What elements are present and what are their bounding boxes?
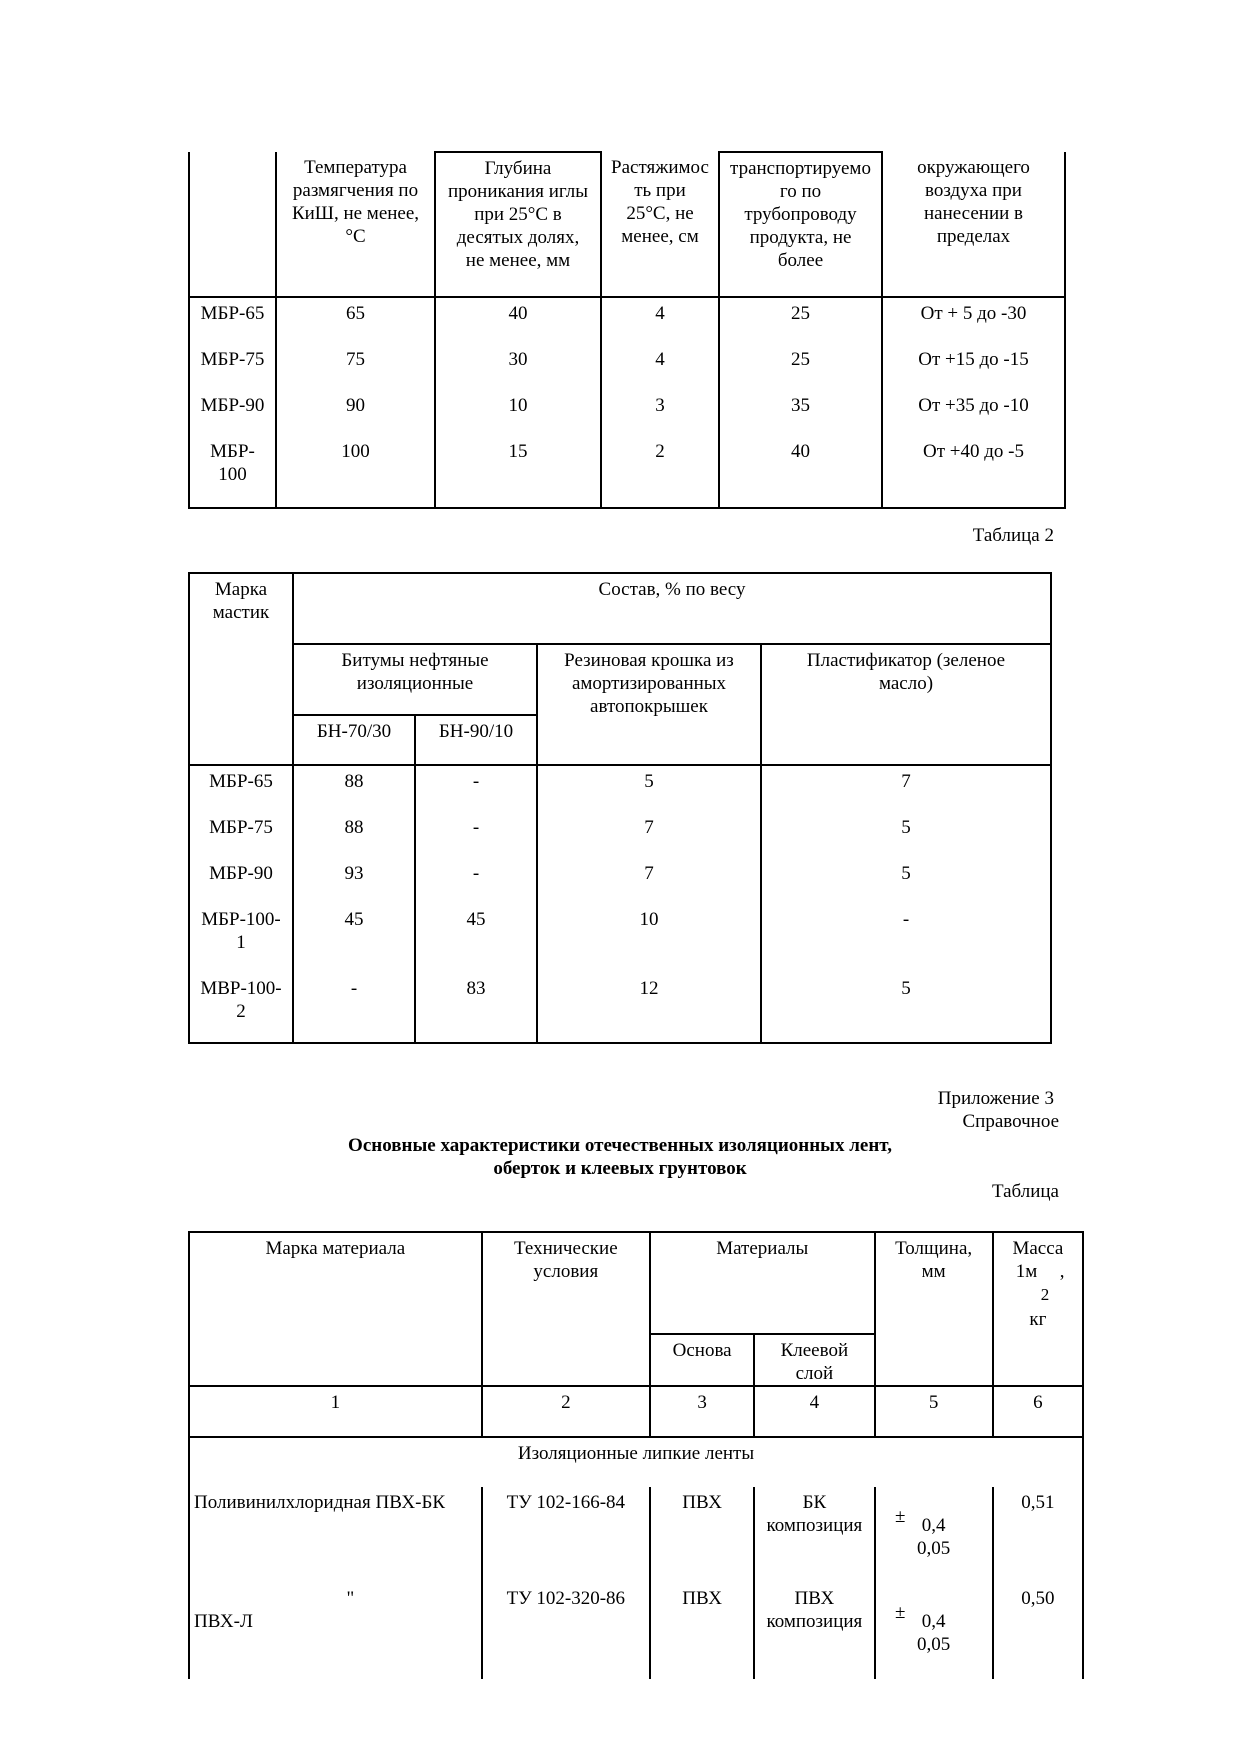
brand-header: Марка материала <box>189 1232 482 1386</box>
table-cell: 75 <box>276 344 435 390</box>
table-cell: МБР-75 <box>189 344 276 390</box>
table-3-header-row <box>189 1232 1083 1334</box>
table-2 <box>188 572 1052 1044</box>
table-cell: 5 <box>761 858 1051 904</box>
table-cell: 3 <box>601 390 719 436</box>
table-cell: МБР-65 <box>189 297 276 344</box>
table-cell: 4 <box>601 344 719 390</box>
column-number: 5 <box>875 1386 993 1437</box>
table-cell: От +15 до -15 <box>882 344 1065 390</box>
table-cell: 88 <box>293 765 415 812</box>
table-cell: От +35 до -10 <box>882 390 1065 436</box>
composition-header: Состав, % по весу <box>293 573 1051 644</box>
table-cell: 7 <box>761 765 1051 812</box>
table-cell: - <box>415 858 537 904</box>
mass-superscript: 2 <box>1040 1285 1050 1304</box>
table-cell: 7 <box>537 812 761 858</box>
table-cell: 2 <box>601 436 719 508</box>
appendix-label: Приложение 3 <box>937 1088 1054 1109</box>
table-cell: ТУ 102-320-86 <box>482 1583 650 1679</box>
column-number: 3 <box>650 1386 754 1437</box>
table-cell: 40 <box>435 297 601 344</box>
table-cell: 7 <box>537 858 761 904</box>
table-cell: 30 <box>435 344 601 390</box>
plus-minus-sign: ± <box>895 1506 906 1527</box>
table-cell: 88 <box>293 812 415 858</box>
table-row <box>189 1583 1083 1679</box>
materials-header: Материалы <box>650 1232 874 1334</box>
table-cell: 10 <box>435 390 601 436</box>
mass-header <box>993 1232 1083 1386</box>
column-number: 4 <box>754 1386 874 1437</box>
table-cell: 15 <box>435 436 601 508</box>
thickness-header: Толщина, мм <box>875 1232 993 1386</box>
table-row <box>189 390 1065 436</box>
table-1-header-row <box>189 152 1065 297</box>
table-cell: 25 <box>719 344 882 390</box>
table-cell: - <box>761 904 1051 973</box>
rubber-header: Резиновая крошка из амортизированных автопокрышек <box>537 644 761 765</box>
table-cell: 83 <box>415 973 537 1043</box>
table-row <box>189 1487 1083 1583</box>
table-cell <box>189 1583 482 1679</box>
brand-name: ПВХ-Л <box>194 1611 253 1632</box>
table-cell: - <box>415 765 537 812</box>
table-1-header-cell <box>189 152 276 297</box>
table-cell: 45 <box>415 904 537 973</box>
table-cell: МБР- 100 <box>189 436 276 508</box>
section-row <box>189 1437 1083 1487</box>
table-cell: Поливинилхлоридная ПВХ-БК <box>189 1487 482 1583</box>
table-cell: 40 <box>719 436 882 508</box>
table-3 <box>188 1231 1084 1679</box>
mass-comma: , <box>1059 1261 1065 1282</box>
table-2-caption: Таблица 2 <box>972 525 1054 546</box>
column-number: 6 <box>993 1386 1083 1437</box>
table-2-header-row <box>189 573 1051 644</box>
appendix-title: Основные характеристики отечественных изоляционных лент, оберток и клеевых грунтовок <box>348 1135 892 1179</box>
table-cell: 0,50 <box>993 1583 1083 1679</box>
table-1-header-cell: транспортируемо го по трубопроводу продукта, не более <box>719 152 882 297</box>
plus-minus-sign: ± <box>895 1602 906 1623</box>
bitumen-header: Битумы нефтяные изоляционные <box>293 644 537 715</box>
table-cell: МБР-90 <box>189 390 276 436</box>
table-cell: МБР-100- 1 <box>189 904 293 973</box>
table-row <box>189 973 1051 1043</box>
table-1-header-cell: окружающего воздуха при нанесении в пределах <box>882 152 1065 297</box>
bn9010-header: БН-90/10 <box>415 715 537 765</box>
table-row <box>189 904 1051 973</box>
tech-header: Технические условия <box>482 1232 650 1386</box>
appendix-note: Справочное <box>962 1111 1059 1132</box>
base-header: Основа <box>650 1334 754 1386</box>
adhesive-header: Клеевой слой <box>754 1334 874 1386</box>
table-cell: МБР-90 <box>189 858 293 904</box>
table-2-header-row <box>189 644 1051 715</box>
table-1 <box>188 151 1066 509</box>
column-number: 2 <box>482 1386 650 1437</box>
table-cell: 0,4 0,05 ± <box>875 1487 993 1583</box>
section-title: Изоляционные липкие ленты <box>189 1437 1083 1487</box>
table-row <box>189 765 1051 812</box>
table-cell: МБР-65 <box>189 765 293 812</box>
bn7030-header: БН-70/30 <box>293 715 415 765</box>
table-cell: ПВХ композиция <box>754 1583 874 1679</box>
table-row <box>189 344 1065 390</box>
table-3-caption: Таблица <box>991 1181 1059 1202</box>
table-1-header-cell: Растяжимос ть при 25°С, не менее, см <box>601 152 719 297</box>
mass-unit: кг <box>1029 1309 1047 1330</box>
table-cell: 0,51 <box>993 1487 1083 1583</box>
table-cell: 4 <box>601 297 719 344</box>
table-cell: От +40 до -5 <box>882 436 1065 508</box>
table-cell: 0,4 0,05 ± <box>875 1583 993 1679</box>
table-cell: От + 5 до -30 <box>882 297 1065 344</box>
table-cell: 93 <box>293 858 415 904</box>
column-number: 1 <box>189 1386 482 1437</box>
table-cell: ПВХ <box>650 1583 754 1679</box>
table-cell: ПВХ <box>650 1487 754 1583</box>
table-row <box>189 812 1051 858</box>
table-row <box>189 858 1051 904</box>
table-1-header-cell: Температура размягчения по КиШ, не менее, °С <box>276 152 435 297</box>
table-row <box>189 297 1065 344</box>
table-cell: 25 <box>719 297 882 344</box>
table-cell: 10 <box>537 904 761 973</box>
table-cell: 90 <box>276 390 435 436</box>
table-cell: 35 <box>719 390 882 436</box>
table-cell: 5 <box>761 812 1051 858</box>
table-cell: 45 <box>293 904 415 973</box>
ditto-mark: " <box>346 1588 355 1609</box>
mass-label: Масса <box>1012 1238 1064 1259</box>
column-numbers-row <box>189 1386 1083 1437</box>
table-cell: - <box>415 812 537 858</box>
table-cell: 5 <box>761 973 1051 1043</box>
table-cell: МВР-100- 2 <box>189 973 293 1043</box>
table-cell: ТУ 102-166-84 <box>482 1487 650 1583</box>
table-row <box>189 436 1065 508</box>
table-cell: МБР-75 <box>189 812 293 858</box>
table-cell: 65 <box>276 297 435 344</box>
table-cell: 100 <box>276 436 435 508</box>
plasticizer-header: Пластификатор (зеленое масло) <box>761 644 1051 765</box>
brand-header: Марка мастик <box>189 573 293 765</box>
table-cell: - <box>293 973 415 1043</box>
table-cell: 12 <box>537 973 761 1043</box>
mass-unit-area: 1м <box>1015 1261 1038 1282</box>
table-cell: 5 <box>537 765 761 812</box>
table-cell: БК композиция <box>754 1487 874 1583</box>
table-1-header-cell: Глубина проникания иглы при 25°С в десятых долях, не менее, мм <box>435 152 601 297</box>
